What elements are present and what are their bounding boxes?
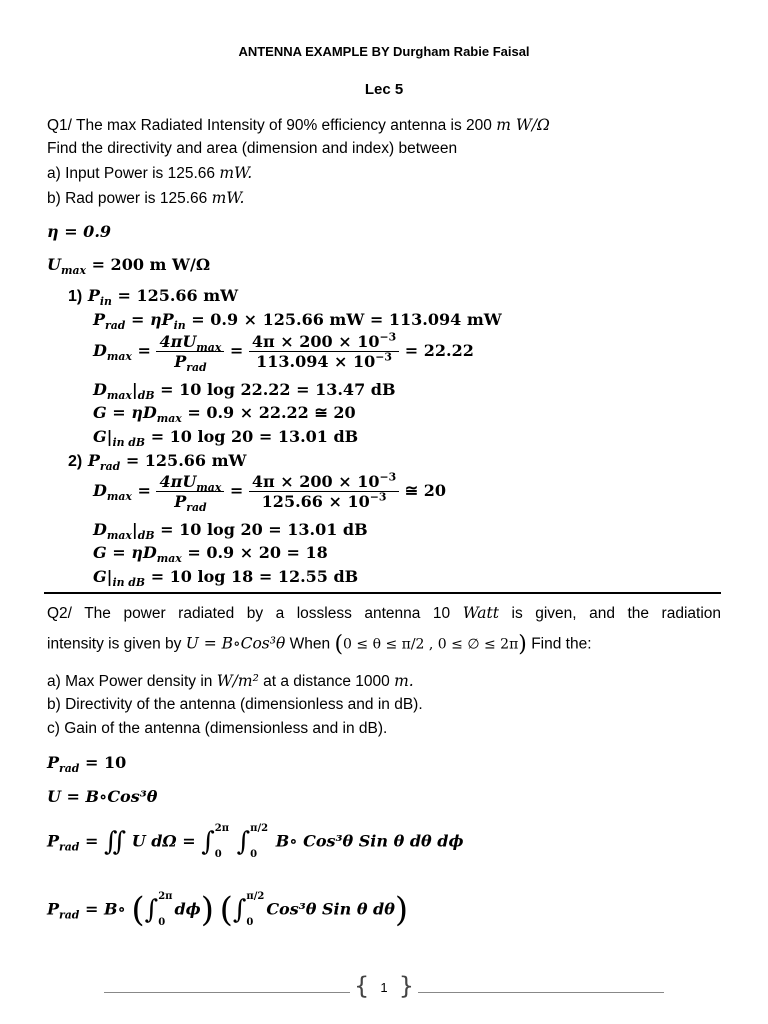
q1-part2-gain: $G = \eta D_{max} = 0.9 \times 20 = 18$ [93, 543, 328, 566]
q2-item-b: b) Directivity of the antenna (dimensionless and in dB). [47, 696, 423, 713]
lecture-label: Lec 5 [364, 81, 404, 98]
q2-u-equation: U = B∘Cos³θ [47, 787, 158, 806]
q1-part1-gain: $G = \eta D_{max} = 0.9 \times 22.22$ ≅ 20 [93, 403, 356, 426]
footer-rule-right [418, 992, 664, 993]
q1-item-b: b) Rad power is 125.66 mW. [47, 189, 245, 207]
q2-integral-1: $P_{rad}$ = ∬ U dΩ = ∫ 2π 0 ∫ π/2 0 B∘ Cos³θ Sin θ dθ dϕ [47, 823, 464, 860]
q1-item-a: a) Input Power is 125.66 mW. [47, 164, 253, 182]
fraction: $\frac{4\pi U_{max}}{P_{rad}}$ [156, 332, 224, 371]
q2-prompt-line2: intensity is given by U = B∘Cos³θ When (0 ≤ θ ≤ π/2 , 0 ≤ ∅ ≤ 2π) Find the: [47, 632, 592, 657]
q2-item-a: a) Max Power density in W/m² at a distance 1000 m. [47, 672, 414, 690]
fraction: $\frac{4\pi \times 200 \times 10^{-3}}{113.094 \times 10^{-3}}$ [249, 332, 399, 371]
q2-item-c: c) Gain of the antenna (dimensionless and in dB). [47, 720, 388, 737]
q2-prompt-line1: Q2/ The power radiated by a lossless antenna 10 Watt is given, and the radiation [47, 604, 722, 622]
q1-eta: η = 0.9 [47, 222, 112, 241]
q1-part1-ddb: $D_{max}|_{dB} = 10$ log 22.22 = 13.47 dB [93, 380, 396, 403]
page-title: ANTENNA EXAMPLE BY Durgham Rabie Faisal [238, 44, 530, 59]
q1-part2-ddb: $D_{max}|_{dB} = 10$ log 20 = 13.01 dB [93, 520, 368, 543]
q1-part1-gdb: $G|_{in dB} = 10$ log 20 = 13.01 dB [93, 427, 359, 450]
q1-part1-prad: $P_{rad} = \eta P_{in} = 0.9 \times 125.66$ mW = 113.094 mW [93, 310, 502, 333]
footer-rule-left [104, 992, 350, 993]
page-number: { 1 } [354, 972, 414, 1000]
q1-prompt-line2: Find the directivity and area (dimension and index) between [47, 140, 458, 157]
q1-part1-dmax: $D_{max}$ = $\frac{4\pi U_{max}}{P_{rad}}$ = $\frac{4\pi \times 200 \times 10^{-3}}{113.094 \times 10^{-3}}$ = 22.22 [93, 330, 474, 375]
q1-part2-dmax: $D_{max}$ = $\frac{4\pi U_{max}}{P_{rad}}$ = $\frac{4\pi \times 200 \times 10^{-3}}{125.66 \times 10^{-3}}$ ≅ 20 [93, 470, 447, 515]
q2-integral-2: $P_{rad}$ = B∘ (∫ 2π 0 dϕ) (∫ π/2 0 Cos³θ Sin θ dθ) [47, 890, 409, 930]
section-divider [44, 592, 721, 594]
q1-part2-prad: 2) $P_{rad} = 125.66$ mW [68, 451, 247, 474]
fraction: $\frac{4\pi U_{max}}{P_{rad}}$ [156, 472, 224, 511]
q1-part1-pin: 1) $P_{in} = 125.66$ mW [68, 286, 239, 309]
q1-umax: $U_{max} = 200$ m W/Ω [47, 255, 211, 278]
q2-prad: $P_{rad} = 10$ [47, 753, 127, 776]
q1-part2-gdb: $G|_{in dB} = 10$ log 18 = 12.55 dB [93, 567, 359, 590]
q1-prompt-line1: Q1/ The max Radiated Intensity of 90% efficiency antenna is 200 m W/Ω [47, 116, 550, 134]
fraction: $\frac{4\pi \times 200 \times 10^{-3}}{125.66 \times 10^{-3}}$ [249, 472, 399, 511]
